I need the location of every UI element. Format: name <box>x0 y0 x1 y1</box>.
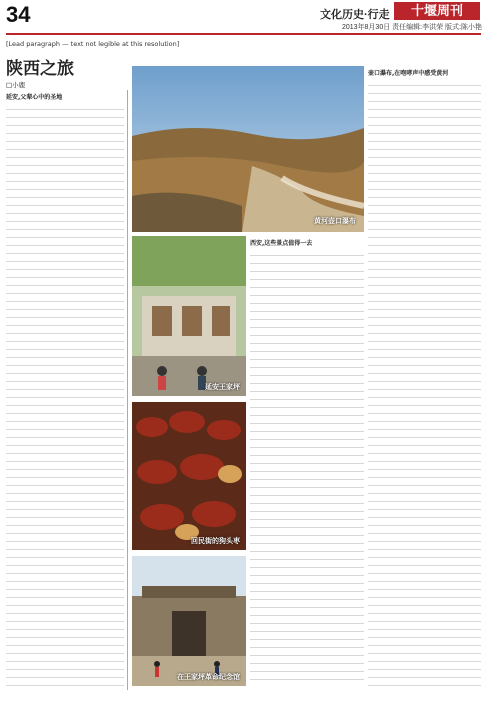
caption-red-dates: 回民街的狗头枣 <box>191 537 240 545</box>
photo-red-dates <box>132 402 246 550</box>
column-middle <box>250 236 364 686</box>
photo-xian-gate <box>132 556 246 686</box>
body-text-middle <box>250 250 364 686</box>
page-number: 34 <box>6 2 31 27</box>
photo-yan-an <box>132 236 246 396</box>
body-text-right <box>368 80 481 686</box>
column-left <box>6 90 124 690</box>
caption-yellow-river: 黄河壶口瀑布 <box>314 217 356 225</box>
column-right <box>368 66 481 686</box>
caption-xian-gate: 在王家坪革命纪念馆 <box>177 673 240 681</box>
header-rule <box>6 33 481 35</box>
subhead-yanan: 延安,父辈心中的圣地 <box>6 94 63 101</box>
brand-banner: 十堰周刊 <box>394 2 480 20</box>
column-divider <box>127 90 128 690</box>
body-text-left <box>6 104 124 690</box>
subhead-hukou: 壶口瀑布,在咆哮声中感受黄河 <box>368 70 449 77</box>
caption-yan-an: 延安王家坪 <box>205 383 240 391</box>
byline: □小鹿 <box>6 81 26 89</box>
date-line: 2013年8月30日 责任编辑:李洪荣 版式:陈小艳 <box>341 24 482 31</box>
photo-yellow-river-falls <box>132 66 364 232</box>
article-headline: 陕西之旅 <box>6 59 74 79</box>
lead-paragraph: [Lead paragraph — text not legible at this resolution] <box>6 40 180 48</box>
subhead-xian: 西安,这些景点值得一去 <box>250 240 313 247</box>
section-title: 文化历史·行走 <box>320 9 390 21</box>
